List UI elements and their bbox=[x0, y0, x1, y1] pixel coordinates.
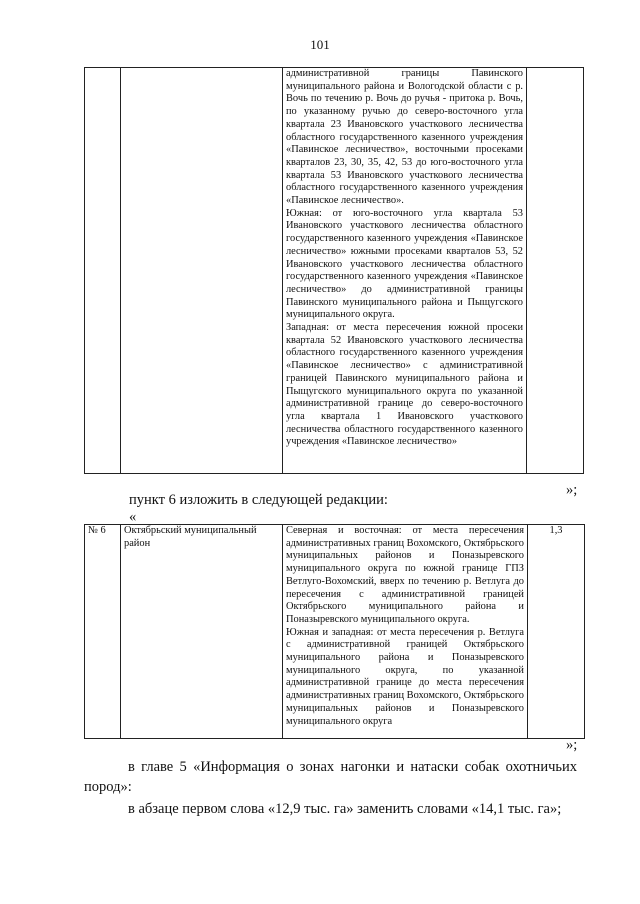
boundary-description-cell bbox=[283, 68, 527, 474]
amendment-paragraph: в главе 5 «Информация о зонах нагонки и натаски собак охотничьих пород»: bbox=[84, 759, 577, 795]
boundary-line: Южная: от юго-восточного угла квартала 53 Ивановского участкового лесничества областного государственного казенного учреждения «Павинское лесничество» южными просеками кварталов 53, 52 Ивановского участкового лесничества областного государственного казенного учреждения «Павинское лесничество» до административной границы Павинского муниципального района и Пыщугского муниципального округа. bbox=[286, 207, 523, 321]
zone-number-cell: № 6 bbox=[85, 525, 121, 739]
table-row bbox=[85, 68, 584, 474]
page-number: 101 bbox=[310, 37, 330, 52]
opening-quote: « bbox=[129, 509, 137, 525]
boundary-line: Южная и западная: от места пересечения р. Ветлуга с административной границей Октябрьского муниципального района и Поназыревского муниципального округа, по указанной административной границе до места пересечения административных границ Вохомского, Октябрьского муниципальных районов и Поназыревского муниципального округа bbox=[286, 626, 524, 727]
table-row bbox=[85, 525, 585, 739]
boundary-line: административной границы Павинского муниципального района и Вологодской области с р. Вочь по течению р. Вочь до ручья - притока р. Вочь, по указанному ручью до северо-восточного угла квартала 23 Ивановского участкового лесничества областного государственного казенного учреждения «Павинское лесничество», восточными просеками кварталов 23, 30, 35, 42, 53 до юго-восточного угла квартала 53 Ивановского участкового лесничества областного государственного казенного учреждения «Павинское лесничество». bbox=[286, 68, 523, 207]
zone-number-cell bbox=[85, 68, 121, 474]
area-cell bbox=[527, 68, 584, 474]
boundary-description-cell bbox=[283, 525, 528, 739]
closing-quote: »; bbox=[566, 482, 578, 498]
amendment-paragraph: в абзаце первом слова «12,9 тыс. га» заменить словами «14,1 тыс. га»; bbox=[128, 801, 562, 817]
boundary-table-item-6 bbox=[84, 524, 585, 739]
area-cell: 1,3 bbox=[528, 525, 585, 739]
closing-quote: »; bbox=[566, 737, 578, 753]
boundary-line: Западная: от места пересечения южной просеки квартала 52 Ивановского участкового лесничества областного государственного казенного учреждения «Павинское лесничество» с административной границей Павинского муниципального района и Пыщугского муниципального округа по указанной административной границе до северо-восточного угла квартала 1 Ивановского участкового лесничества областного государственного казенного учреждения «Павинское лесничество» bbox=[286, 322, 523, 448]
district-cell: Октябрьский муниципальный район bbox=[121, 525, 283, 739]
amendment-intro: пункт 6 изложить в следующей редакции: bbox=[129, 492, 388, 508]
boundary-table-continuation bbox=[84, 67, 584, 474]
district-cell bbox=[121, 68, 283, 474]
boundary-line: Северная и восточная: от места пересечения административных границ Вохомского, Октябрьского муниципальных районов и Поназыревского муниципального округа по южной границе ГПЗ Ветлуго-Вохомский, вверх по течению р. Ветлуга до пересечения с административной границей Октябрьского муниципального района и Поназыревского муниципального округа. bbox=[286, 525, 524, 625]
